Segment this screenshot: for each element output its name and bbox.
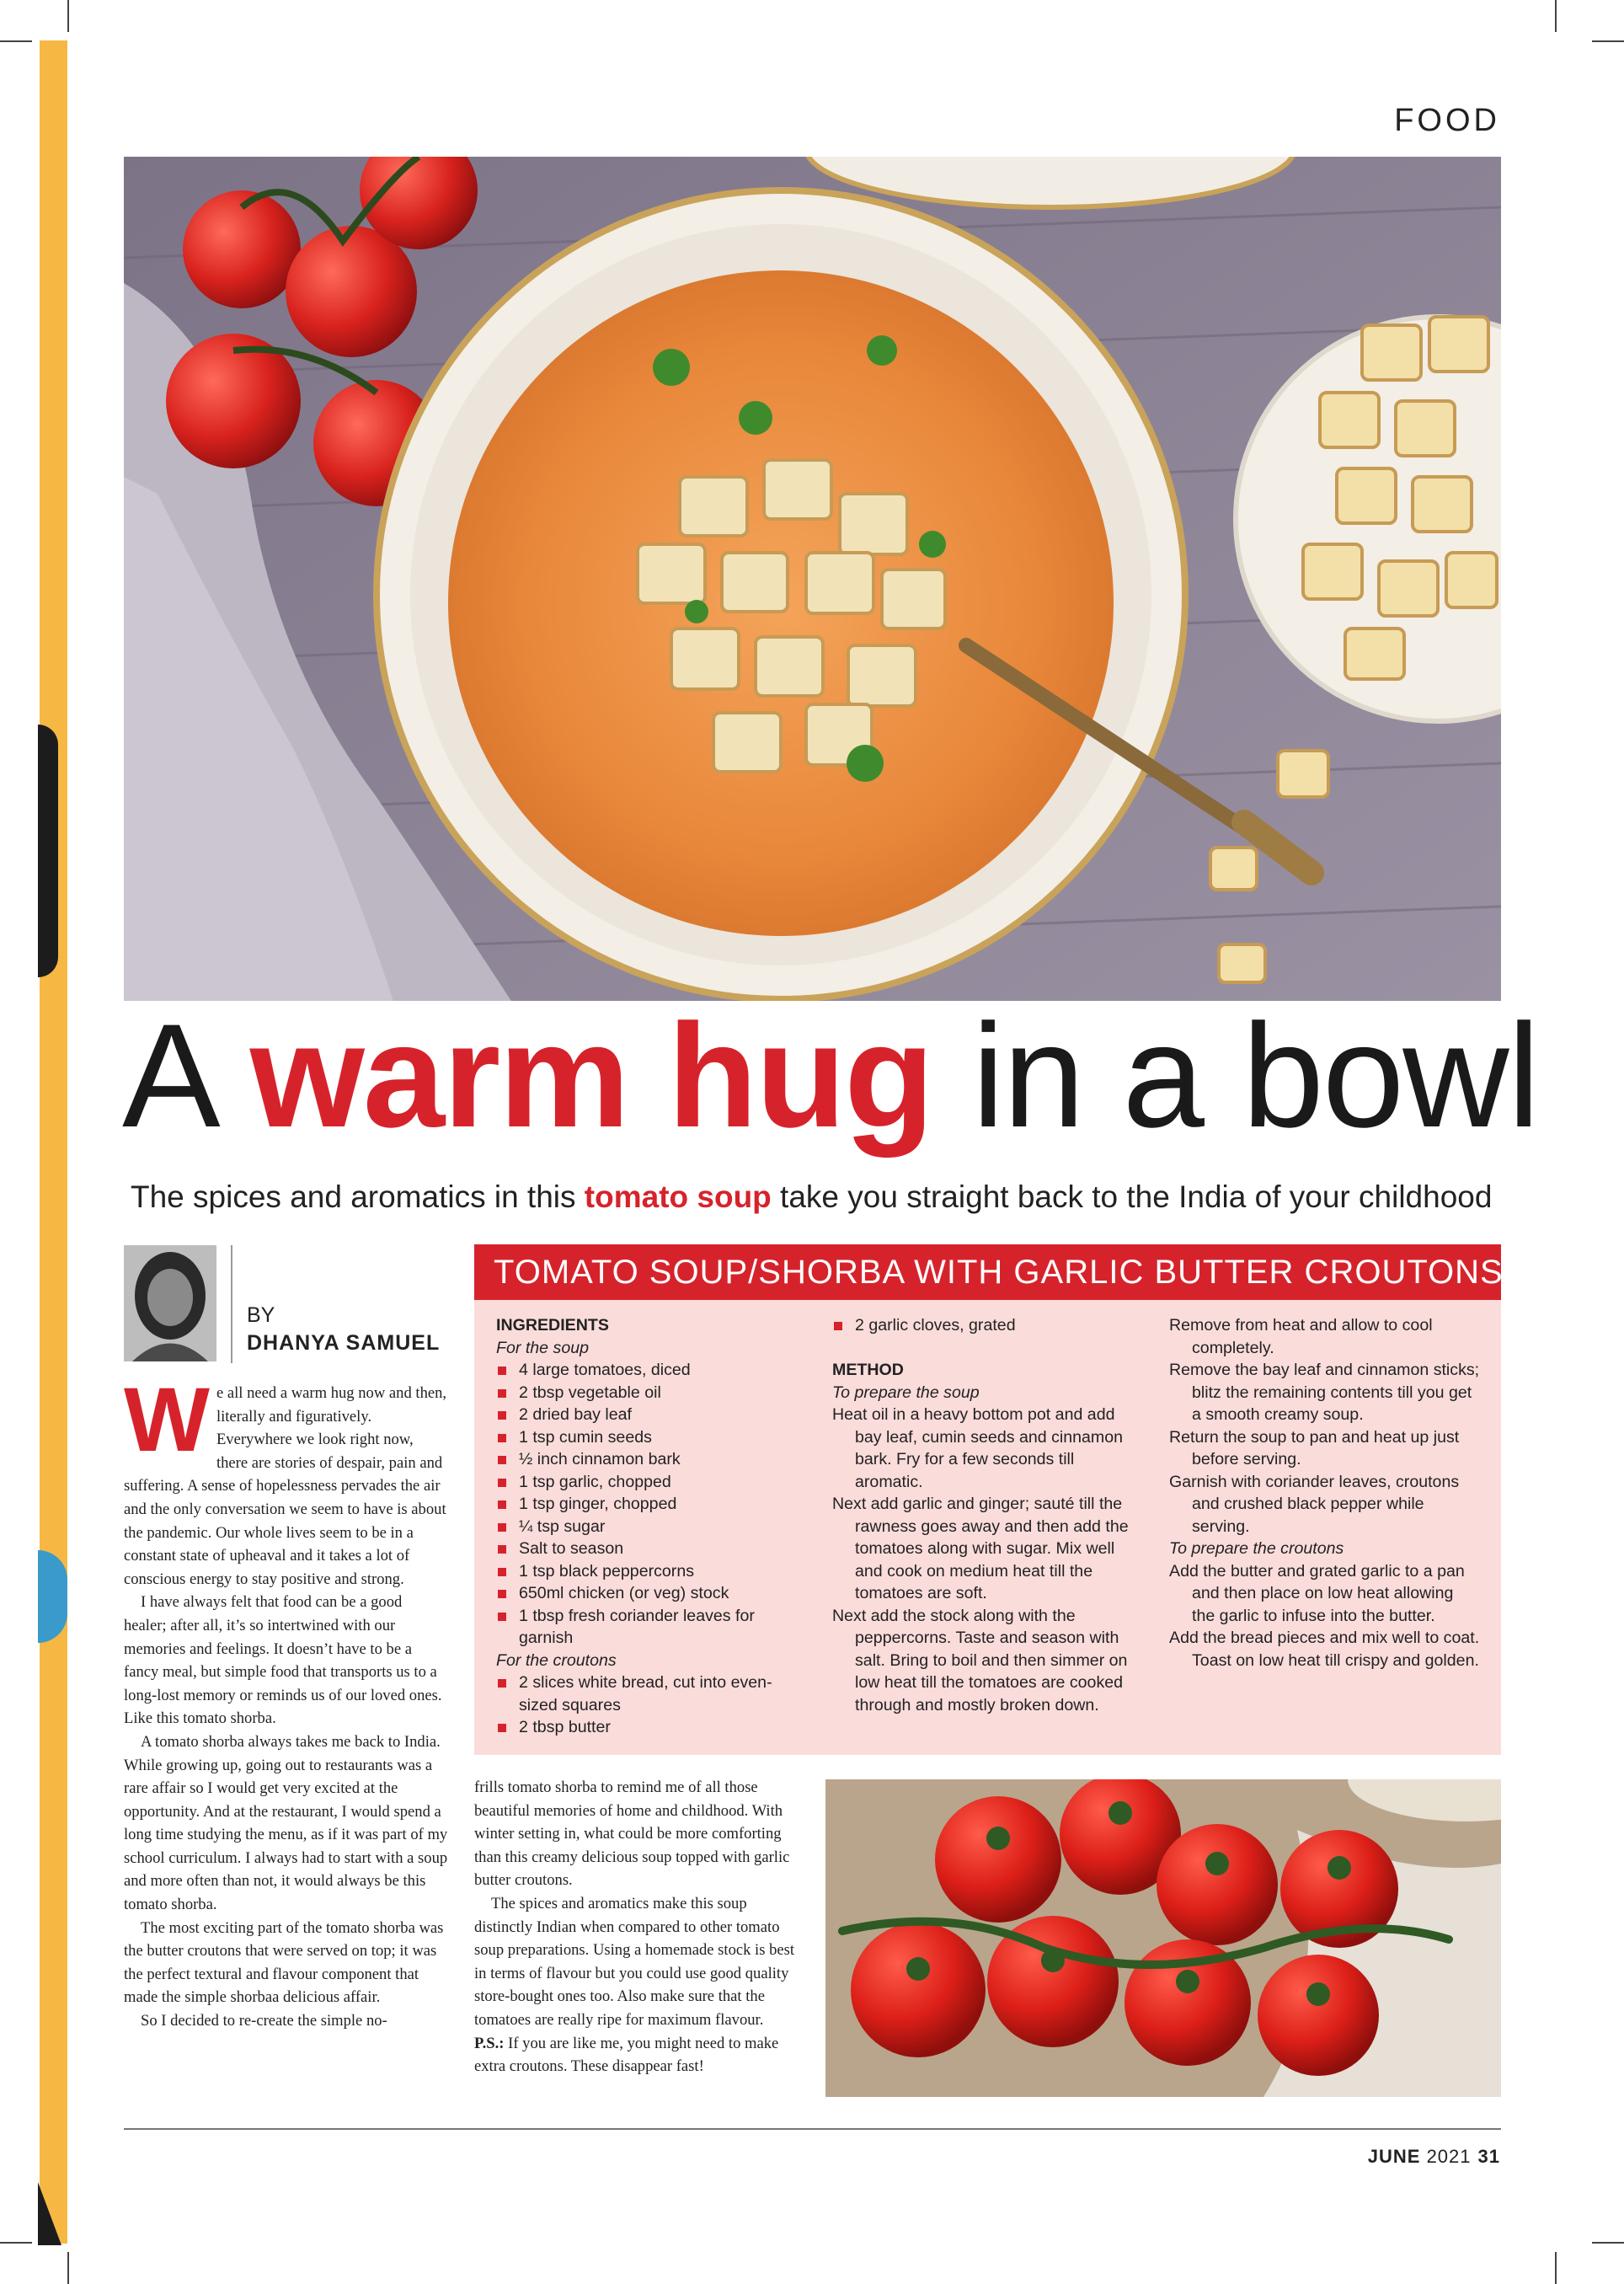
article-paragraph: I have always felt that food can be a good healer; after all, it’s so intertwined with our memories and feelings. It doesn’t have to be a fancy meal, but simple food that transports us to a long-lost memory or reminds us of our loved ones. Like this tomato shorba. (124, 1593, 442, 1728)
ingredient-item: 2 garlic cloves, grated (832, 1314, 1144, 1337)
byline (247, 1302, 440, 1357)
ingredient-item: 1 tsp garlic, chopped (496, 1471, 808, 1494)
byline-by: BY (247, 1303, 275, 1327)
tomatoes-photo (825, 1779, 1501, 2097)
standfirst-highlight: tomato soup (584, 1179, 772, 1214)
side-color-bar (40, 40, 67, 2244)
author-name: DHANYA SAMUEL (247, 1331, 441, 1355)
ingredient-item: 1 tsp black peppercorns (496, 1560, 808, 1583)
method-step: Remove the bay leaf and cinnamon sticks; blitz the remaining contents till you get a smooth creamy soup. (1169, 1361, 1480, 1424)
method-step: Next add garlic and ginger; sauté till the rawness goes away and then add the tomatoes along with sugar. Mix well and cook on medium heat till the tomatoes are soft. (832, 1495, 1129, 1602)
ingredient-item: 2 tbsp butter (496, 1716, 808, 1739)
ps-label: P.S.: (474, 2034, 505, 2052)
method-step: Add the butter and grated garlic to a pan and then place on low heat allowing the garlic to infuse into the butter. (1169, 1561, 1465, 1625)
crop-mark (1555, 2252, 1557, 2284)
recipe-column-2 (832, 1314, 1144, 1716)
ingredient-item: ½ inch cinnamon bark (496, 1448, 808, 1471)
croutons-subheading: For the croutons (496, 1650, 617, 1670)
method-step: Remove from heat and allow to cool completely. (1169, 1316, 1433, 1357)
ingredients-heading: INGREDIENTS (496, 1316, 609, 1335)
crop-mark (0, 2242, 32, 2244)
headline (122, 994, 1539, 1158)
method-croutons-subheading: To prepare the croutons (1169, 1539, 1344, 1558)
recipe-column-1 (496, 1314, 808, 1739)
ingredient-item: 2 dried bay leaf (496, 1404, 808, 1426)
recipe-title: TOMATO SOUP/SHORBA WITH GARLIC BUTTER CROUTONS (494, 1254, 1504, 1291)
article-paragraph: So I decided to re-create the simple no- (141, 2012, 387, 2030)
crop-mark (67, 2252, 69, 2284)
soup-subheading: For the soup (496, 1338, 590, 1357)
crop-mark (1592, 2242, 1624, 2244)
article-paragraph: frills tomato shorba to remind me of all those beautiful memories of home and childhood. With winter setting in, what could be more comforting than this creamy delicious soup topped with garlic butter croutons. (474, 1779, 790, 1890)
standfirst-after: take you straight back to the India of your childhood (771, 1179, 1493, 1214)
method-soup-subheading: To prepare the soup (832, 1383, 980, 1402)
footer-month: JUNE (1367, 2146, 1421, 2167)
ingredient-item: Salt to season (496, 1538, 808, 1560)
article-paragraph: The most exciting part of the tomato shorba was the butter croutons that were served on top; it was the perfect textural and flavour component that made the simple shorbaa delicious affair. (124, 1918, 444, 2007)
article-paragraph (124, 1368, 448, 1591)
article-column-1 (124, 1368, 448, 2033)
page-footer (1368, 2146, 1500, 2168)
headline-part1: A (122, 994, 250, 1158)
drop-cap: W (124, 1368, 210, 1470)
method-step: Garnish with coriander leaves, croutons and crushed black pepper while serving. (1169, 1472, 1460, 1536)
standfirst-before: The spices and aromatics in this (131, 1179, 585, 1214)
footer-year: 2021 (1426, 2146, 1472, 2167)
author-avatar (124, 1245, 216, 1361)
method-heading: METHOD (832, 1361, 904, 1379)
footer-rule (124, 2128, 1501, 2130)
ingredient-item: 4 large tomatoes, diced (496, 1359, 808, 1382)
crop-mark (67, 0, 69, 32)
method-step: Heat oil in a heavy bottom pot and add bay leaf, cumin seeds and cinnamon bark. Fry for a few seconds till aromatic. (832, 1405, 1124, 1491)
method-step: Return the soup to pan and heat up just before serving. (1169, 1427, 1460, 1468)
ingredient-item: 2 slices white bread, cut into even-sized squares (496, 1672, 808, 1716)
ingredient-item: 1 tbsp fresh coriander leaves for garnish (496, 1605, 808, 1650)
article-column-2 (474, 1776, 797, 2078)
standfirst (131, 1179, 1492, 1215)
headline-part2: in a bowl (932, 994, 1539, 1158)
method-step: Next add the stock along with the peppercorns. Taste and season with salt. Bring to boil and then simmer on low heat till the tomatoes are cooked through and mostly broken down. (832, 1606, 1128, 1714)
article-paragraph: A tomato shorba always takes me back to India. While growing up, going out to restaurants was a rare affair so I would get very excited at the opportunity. And at the restaurant, I would spend a long time studying the menu, as if it was part of my school curriculum. I always had to start with a soup and more often than not, it would always be this tomato shorba. (124, 1732, 448, 1914)
crop-mark (1555, 0, 1557, 32)
ps-paragraph (474, 2032, 797, 2078)
headline-highlight: warm hug (249, 994, 933, 1158)
crop-mark (1592, 40, 1624, 42)
page-number: 31 (1477, 2146, 1500, 2167)
method-step: Add the bread pieces and mix well to coat. Toast on low heat till crispy and golden. (1169, 1629, 1480, 1670)
ingredient-item: 1 tsp cumin seeds (496, 1426, 808, 1449)
hero-soup-photo (124, 157, 1501, 1001)
ingredient-item: 2 tbsp vegetable oil (496, 1382, 808, 1404)
ps-text: If you are like me, you might need to make extra croutons. These disappear fast! (474, 2034, 779, 2076)
paragraph-text: e all need a warm hug now and then, literally and figuratively. Everywhere we look right now, there are stories of despair, pain and suffering. A sense of hopelessness pervades the air and the only conversation we seem to have is about the pandemic. Our whole lives seem to be in a constant state of upheaval and it takes a lot of conscious energy to stay positive and strong. (124, 1384, 447, 1588)
ingredient-item: 1 tsp ginger, chopped (496, 1493, 808, 1516)
ingredient-item: 650ml chicken (or veg) stock (496, 1582, 808, 1605)
ingredient-item: ¼ tsp sugar (496, 1516, 808, 1538)
byline-divider (231, 1245, 232, 1363)
side-decoration (38, 725, 58, 977)
crop-mark (0, 40, 32, 42)
article-paragraph: The spices and aromatics make this soup distinctly Indian when compared to other tomato soup preparations. Using a homemade stock is best in terms of flavour but you could use good quality store-bought ones too. Also make sure that the tomatoes are really ripe for maximum flavour. (474, 1894, 795, 2029)
section-label: FOOD (1394, 103, 1500, 138)
recipe-column-3 (1169, 1314, 1481, 1672)
